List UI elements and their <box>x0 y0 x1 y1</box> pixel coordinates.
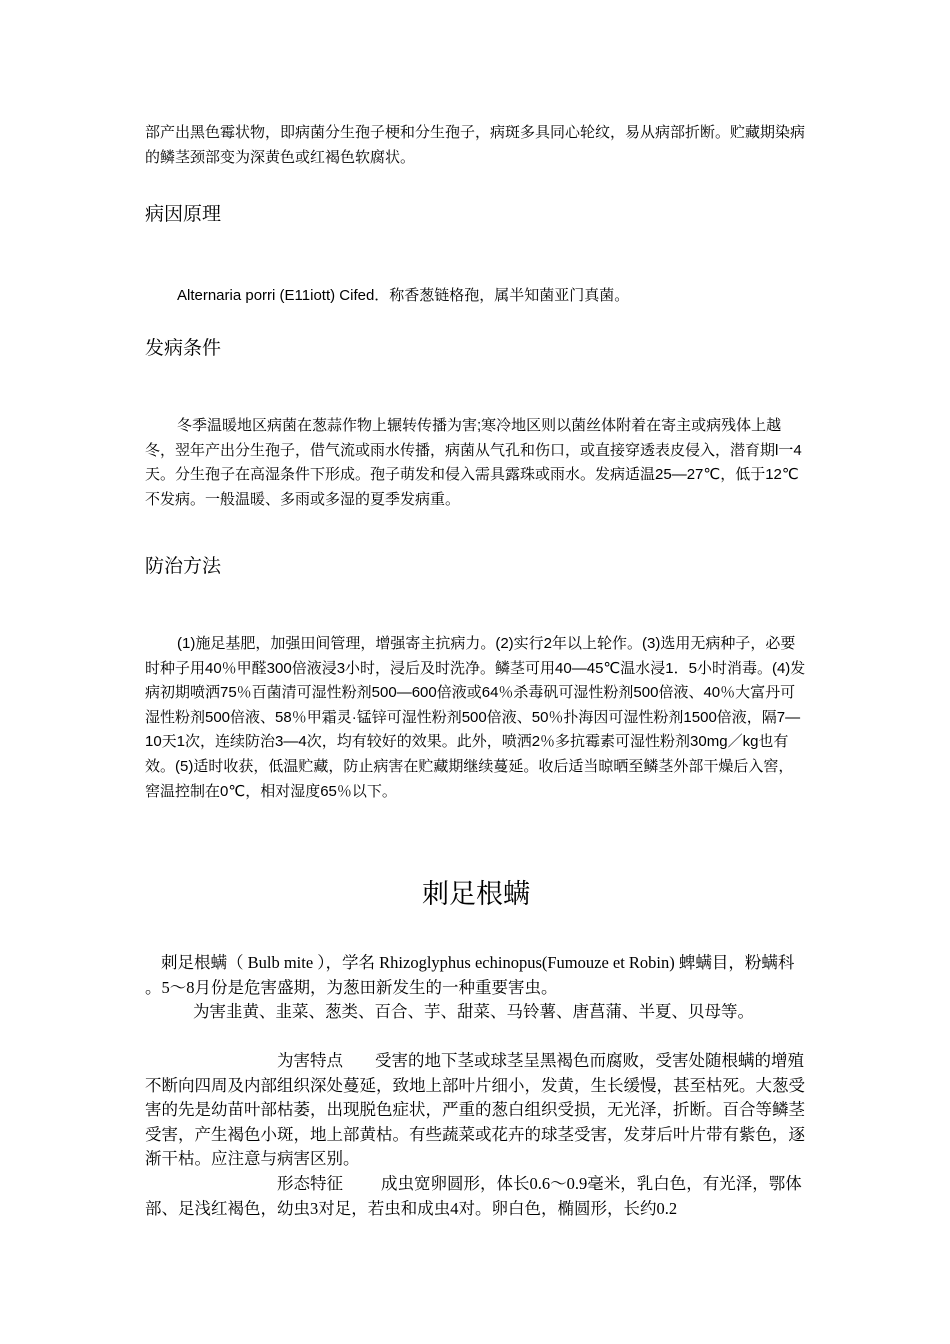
damage-text: 受害的地下茎或球茎呈黑褐色而腐败，受害处随根螨的增殖不断向四周及内部组织深处蔓延，致地上部叶片细小，发黄，生长缓慢，甚至枯死。大葱受害的先是幼苗叶部枯萎，出现脱色症状，严重的葱白组织受损，无光泽，折断。百合等鳞茎受害，产生褐色小斑，地上部黄枯。有些蔬菜或花卉的球茎受害，发芽后叶片带有紫色，逐渐干枯。应注意与病害区别。 <box>145 1051 805 1169</box>
top-paragraph: 部产出黑色霉状物，即病菌分生孢子梗和分生孢子，病斑多具同心轮纹，易从病部折断。贮藏期染病的鳞茎颈部变为深黄色或红褐色软腐状。 <box>145 124 806 166</box>
pest-morph-paragraph <box>145 1172 807 1221</box>
pest-hosts-paragraph: 为害韭黄、韭菜、葱类、百合、芋、甜菜、马铃薯、唐菖蒲、半夏、贝母等。 <box>193 1002 754 1021</box>
heading-cause: 病因原理 <box>145 204 222 225</box>
heading-conditions: 发病条件 <box>145 338 222 359</box>
morph-text: 成虫宽卵圆形，体长0.6～0.9毫米，乳白色，有光泽，鄂体部、足浅红褐色，幼虫3对足，若虫和成虫4对。卵白色，椭圆形，长约0.2 <box>145 1174 802 1218</box>
heading-control: 防治方法 <box>145 556 222 577</box>
pest-damage-paragraph <box>145 1049 807 1172</box>
pest-intro-paragraph: 刺足根螨（ Bulb mite ），学名 Rhizoglyphus echinopus(Fumouze et Robin) 蜱螨目，粉螨科 。5～8月份是危害盛期，为葱田新发生的一种重要害虫。 <box>145 953 795 997</box>
damage-label: 为害特点 <box>277 1051 343 1070</box>
pest-title: 刺足根螨 <box>422 879 530 909</box>
control-paragraph: (1)施足基肥，加强田间管理，增强寄主抗病力。(2)实行2年以上轮作。(3)选用无病种子，必要时种子用40％甲醛300倍液浸3小时，浸后及时洗净。鳞茎可用40—45℃温水浸1．5小时消毒。(4)发病初期喷洒75％百菌清可湿性粉剂500—600倍液或64％杀毒矾可湿性粉剂500倍液、40％大富丹可湿性粉剂500倍液、58％甲霜灵·锰锌可湿性粉剂500倍液、50％扑海因可湿性粉剂1500倍液，隔7—10天1次，连续防治3—4次，均有较好的效果。此外，喷洒2％多抗霉素可湿性粉剂30mg／kg也有效。(5)适时收获，低温贮藏，防止病害在贮藏期继续蔓延。收后适当晾晒至鳞茎外部干燥后入窖，窖温控制在0℃，相对湿度65％以下。 <box>145 635 806 800</box>
conditions-paragraph: 冬季温暖地区病菌在葱蒜作物上辗转传播为害;寒冷地区则以菌丝体附着在寄主或病残体上越冬，翌年产出分生孢子，借气流或雨水传播，病菌从气孔和伤口，或直接穿透表皮侵入，潜育期l一4天。分生孢子在高湿条件下形成。孢子萌发和侵入需具露珠或雨水。发病适温25—27℃，低于12℃不发病。一般温暖、多雨或多湿的夏季发病重。 <box>145 417 802 508</box>
cause-paragraph: Alternaria porri (E11iott) Cifed．称香葱链格孢，属半知菌亚门真菌。 <box>177 287 630 304</box>
morph-label: 形态特征 <box>277 1174 343 1193</box>
